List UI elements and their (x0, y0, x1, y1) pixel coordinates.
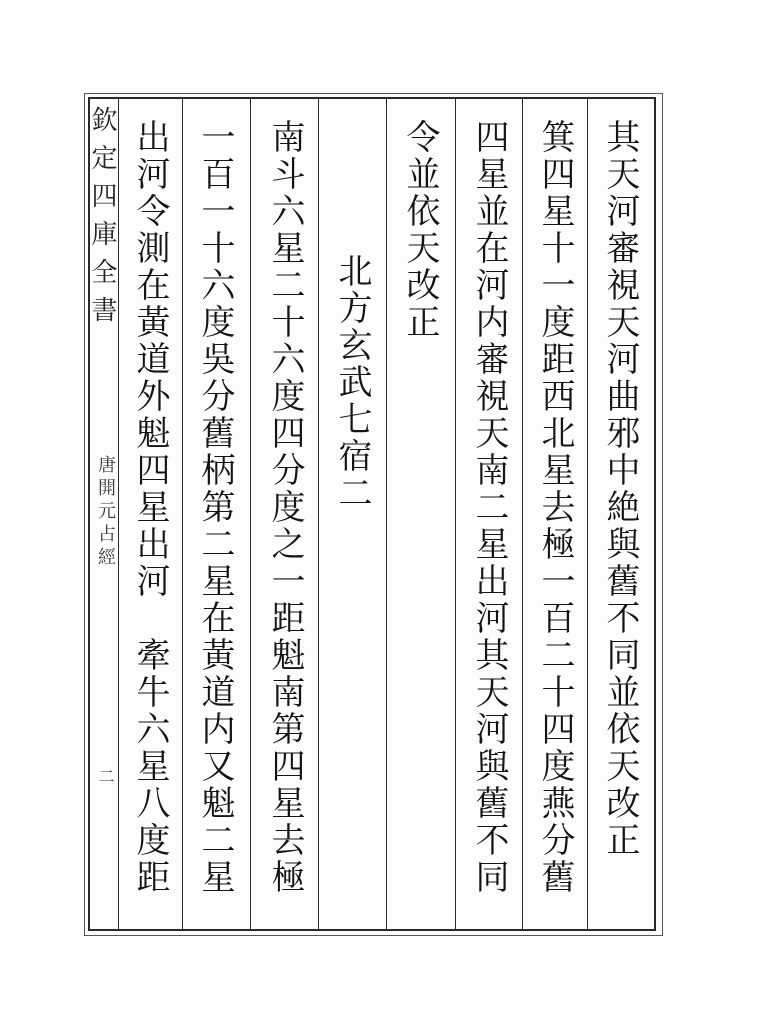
text-column-1: 其天河審視天河曲邪中絶與舊不同並依天改正 (600, 119, 640, 859)
margin-page-number: 二 (96, 768, 115, 784)
column-divider (455, 99, 456, 929)
text-column-7: 一百一十六度吳分舊柄第二星在黃道内又魁二星 (195, 119, 235, 896)
text-column-8: 出河令測在黃道外魁四星出河 牽牛六星八度距 (130, 119, 170, 896)
column-divider (386, 99, 387, 929)
column-divider (118, 99, 119, 929)
column-divider (250, 99, 251, 929)
text-column-2: 箕四星十一度距西北星去極一百二十四度燕分舊 (535, 119, 575, 896)
text-column-3: 四星並在河内審視天南二星出河其天河與舊不同 (469, 119, 509, 896)
section-heading-column: 北方玄武七宿二 (332, 253, 372, 512)
margin-series-title: 欽定四庫全書 (87, 106, 117, 334)
text-column-6: 南斗六星二十六度四分度之一距魁南第四星去極 (265, 119, 305, 896)
column-divider (587, 99, 588, 929)
column-divider (522, 99, 523, 929)
column-divider (318, 99, 319, 929)
margin-book-title: 唐開元占經 (95, 455, 116, 570)
column-divider (182, 99, 183, 929)
text-column-4: 令並依天改正 (400, 119, 440, 341)
